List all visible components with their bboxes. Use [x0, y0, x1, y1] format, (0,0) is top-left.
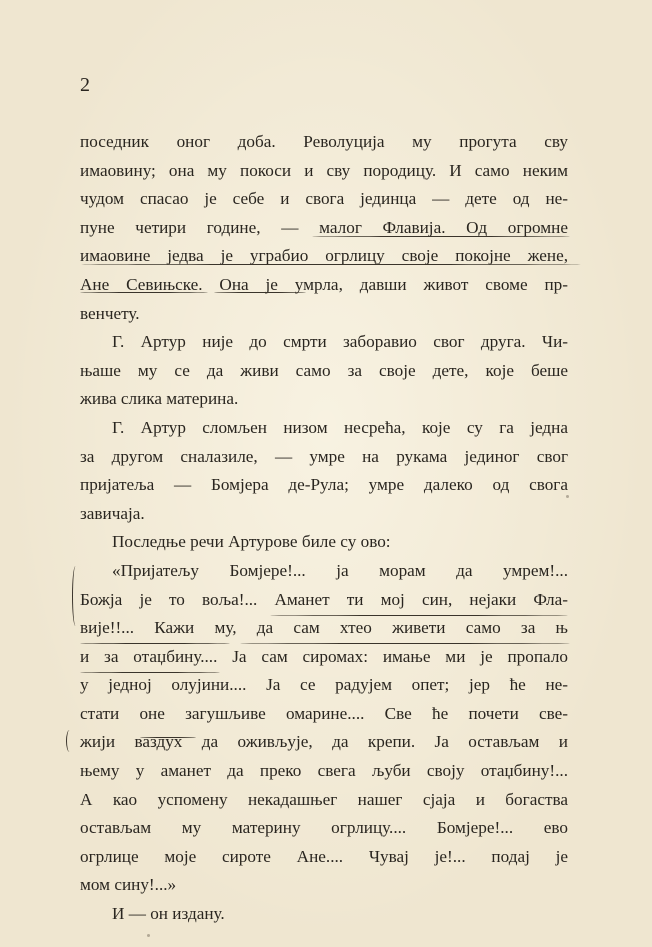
pencil-underline [240, 643, 570, 644]
text-line: Ане Севињске. Она је умрла, давши живот своме пр- [80, 274, 568, 294]
text-line: имаовину; она му покоси и сву породицу. И само неким [80, 160, 568, 180]
pencil-underline [80, 643, 230, 644]
text-line: Г. Артур сломљен низом несрећа, које су га једна [112, 417, 568, 437]
pencil-underline [80, 672, 220, 673]
text-line: А као успомену некадашњег нашег сјаја и богаства [80, 789, 568, 809]
text-line: за другом сналазиле, — умре на рукама јединог свог [80, 446, 568, 466]
text-line: огрлице моје сироте Ане.... Чувај је!... подај је [80, 846, 568, 866]
text-line: у једној олујини.... Ја се радујем опет; јер ће не- [80, 675, 568, 695]
pencil-underline [80, 292, 208, 293]
text-line: имаовине једва је уграбио огрлицу своје покојне жене, [80, 246, 568, 266]
pencil-underline [214, 292, 306, 293]
text-line: пуне четири године, — малог Флавија. Од огромне [80, 217, 568, 237]
text-line: венчету. [80, 303, 140, 323]
text-line: завичаја. [80, 503, 145, 523]
text-line: њаше му се да живи само за своје дете, које беше [80, 360, 568, 380]
text-line: Последње речи Артурове биле су ово: [112, 532, 391, 552]
margin-pencil-mark [72, 566, 79, 626]
pencil-underline [80, 264, 582, 265]
pencil-underline [270, 615, 568, 616]
text-line: жива слика материна. [80, 389, 239, 409]
text-line: стати оне загушљиве омарине.... Све ће почети све- [80, 703, 568, 723]
paper-speck [147, 934, 150, 937]
text-line: њему у аманет да преко свега љуби своју отаџбину!... [80, 761, 568, 781]
text-line: и за отаџбину.... Ја сам сиромах: имање ми је пропало [80, 646, 568, 666]
body-text [80, 128, 568, 929]
margin-pencil-mark [66, 730, 73, 752]
text-line: Г. Артур није до смрти заборавио свог друга. Чи- [112, 332, 568, 352]
page-number: 2 [80, 74, 91, 96]
text-line: жији ваздух да оживљује, да крепи. Ја остављам и [80, 732, 568, 752]
text-line: мом сину!...» [80, 875, 177, 895]
text-line: пријатеља — Бомјера де-Рула; умре далеко од свога [80, 475, 568, 495]
pencil-underline [312, 236, 570, 237]
text-line: чудом спасао је себе и свога јединца — дете од не- [80, 189, 568, 209]
text-line: Божја је то воља!... Аманет ти мој син, нејаки Фла- [80, 589, 568, 609]
pencil-underline [140, 737, 196, 738]
text-line: И — он издану. [112, 904, 225, 924]
text-line: остављам му материну огрлицу.... Бомјере!... ево [80, 818, 568, 838]
text-line: поседник оног доба. Револуција му прогута сву [80, 132, 568, 151]
paper-speck [566, 495, 569, 498]
text-line: вије!!... Кажи му, да сам хтео живети само за њ [80, 618, 568, 638]
text-line: «Пријатељу Бомјере!... ја морам да умрем!... [112, 560, 568, 580]
